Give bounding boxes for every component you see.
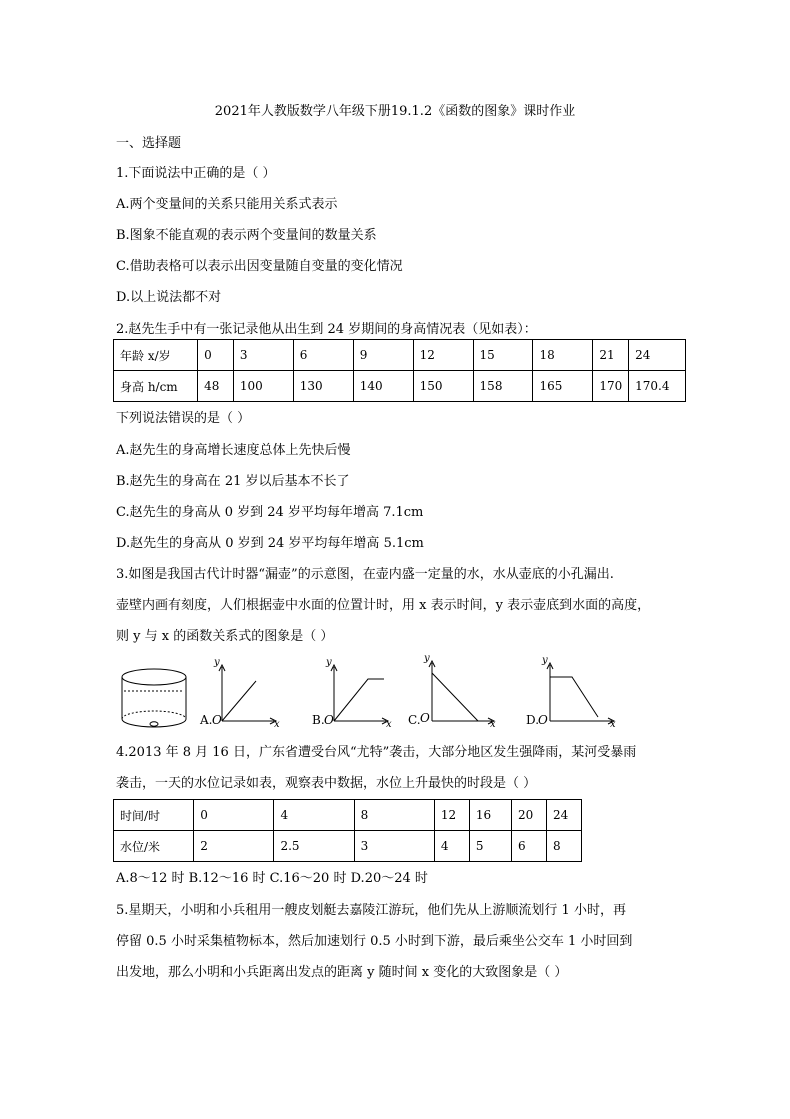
table-cell: 0 xyxy=(198,340,234,371)
question-1-option-d: D.以上说法都不对 xyxy=(116,290,222,305)
graph-c-origin: O xyxy=(420,711,430,725)
table-cell: 130 xyxy=(293,371,353,402)
graph-c-label: C. xyxy=(408,713,421,727)
table-cell: 4 xyxy=(434,831,469,862)
graph-d-label: D. xyxy=(526,713,540,727)
table-cell: 6 xyxy=(512,831,547,862)
question-3-line-2: 壶壁内画有刻度，人们根据壶中水面的位置计时，用 x 表示时间，y 表示壶底到水面的高度， xyxy=(116,598,651,613)
question-5-line-1: 5.星期天，小明和小兵租用一艘皮划艇去嘉陵江游玩，他们先从上游顺流划行 1 小时，再 xyxy=(116,903,626,918)
graph-b-x-label: x xyxy=(386,719,392,730)
question-1-option-c: C.借助表格可以表示出因变量随自变量的变化情况 xyxy=(116,259,403,274)
graph-b-origin: O xyxy=(324,713,334,727)
graph-a-y-label: y xyxy=(214,657,220,668)
graph-c-x-label: x xyxy=(490,719,496,730)
graph-d-origin: O xyxy=(538,713,548,727)
graph-option-d xyxy=(524,657,624,735)
graph-a-x-label: x xyxy=(274,719,280,730)
question-2-option-d: D.赵先生的身高从 0 岁到 24 岁平均每年增高 5.1cm xyxy=(116,536,424,551)
question-2-option-c: C.赵先生的身高从 0 岁到 24 岁平均每年增高 7.1cm xyxy=(116,505,424,520)
table-cell: 2 xyxy=(194,831,274,862)
question-4-line-1: 4.2013 年 8 月 16 日，广东省遭受台风“尤特”袭击，大部分地区发生强降雨，某河受暴雨 xyxy=(116,745,637,760)
water-clock-figure xyxy=(118,667,190,729)
table-cell: 0 xyxy=(194,800,274,831)
table-header-cell: 水位/米 xyxy=(114,831,194,862)
table-cell: 6 xyxy=(293,340,353,371)
height-table xyxy=(113,339,686,402)
graph-b-label: B. xyxy=(312,713,325,727)
page-title: 2021年人教版数学八年级下册19.1.2《函数的图象》课时作业 xyxy=(214,104,576,119)
graph-a-origin: O xyxy=(212,713,222,727)
graph-d-x-label: x xyxy=(610,719,616,730)
graph-option-c xyxy=(406,653,502,735)
question-3-line-1: 3.如图是我国古代计时器“漏壶”的示意图，在壶内盛一定量的水，水从壶底的小孔漏出. xyxy=(116,567,614,582)
graph-d-y-label: y xyxy=(542,655,548,666)
question-3-figures xyxy=(114,653,634,735)
table-cell: 4 xyxy=(274,800,354,831)
table-cell: 100 xyxy=(233,371,293,402)
graph-option-a xyxy=(198,657,284,735)
table-cell: 15 xyxy=(473,340,533,371)
table-row xyxy=(114,831,582,862)
question-4-line-2: 袭击，一天的水位记录如表，观察表中数据，水位上升最快的时段是（ ） xyxy=(116,776,537,791)
table-cell: 8 xyxy=(546,831,581,862)
table-cell: 2.5 xyxy=(274,831,354,862)
question-5-line-3: 出发地，那么小明和小兵距离出发点的距离 y 随时间 x 变化的大致图象是（ ） xyxy=(116,965,568,980)
question-3-line-3: 则 y 与 x 的函数关系式的图象是（ ） xyxy=(116,629,334,644)
table-cell: 18 xyxy=(533,340,593,371)
table-cell: 150 xyxy=(413,371,473,402)
table-header-cell: 时间/时 xyxy=(114,800,194,831)
question-4-options: A.8～12 时 B.12～16 时 C.16～20 时 D.20～24 时 xyxy=(116,871,428,886)
question-2-option-b: B.赵先生的身高在 21 岁以后基本不长了 xyxy=(116,474,350,489)
question-2-stem: 2.赵先生手中有一张记录他从出生到 24 岁期间的身高情况表（见如表）： xyxy=(116,322,537,337)
table-cell: 3 xyxy=(233,340,293,371)
table-cell: 24 xyxy=(629,340,686,371)
question-1-option-a: A.两个变量间的关系只能用关系式表示 xyxy=(116,197,338,212)
table-cell: 8 xyxy=(354,800,434,831)
table-cell: 12 xyxy=(413,340,473,371)
question-1-option-b: B.图象不能直观的表示两个变量间的数量关系 xyxy=(116,228,377,243)
table-cell: 16 xyxy=(469,800,511,831)
table-header-cell: 身高 h/cm xyxy=(114,371,198,402)
table-cell: 3 xyxy=(354,831,434,862)
table-cell: 170.4 xyxy=(629,371,686,402)
table-cell: 158 xyxy=(473,371,533,402)
section-heading: 一、选择题 xyxy=(116,136,182,151)
table-cell: 48 xyxy=(198,371,234,402)
question-5-line-2: 停留 0.5 小时采集植物标本，然后加速划行 0.5 小时到下游，最后乘坐公交车 1 小时回到 xyxy=(116,934,633,949)
graph-a-label: A. xyxy=(200,713,213,727)
table-cell: 165 xyxy=(533,371,593,402)
question-2-sub: 下列说法错误的是（ ） xyxy=(116,411,251,426)
table-cell: 20 xyxy=(512,800,547,831)
graph-b-y-label: y xyxy=(326,657,332,668)
table-cell: 12 xyxy=(434,800,469,831)
table-cell: 9 xyxy=(353,340,413,371)
question-2-option-a: A.赵先生的身高增长速度总体上先快后慢 xyxy=(116,443,351,458)
question-1-stem: 1.下面说法中正确的是（ ） xyxy=(116,166,276,181)
table-row xyxy=(114,371,686,402)
graph-c-y-label: y xyxy=(424,653,430,664)
table-cell: 5 xyxy=(469,831,511,862)
table-header-cell: 年龄 x/岁 xyxy=(114,340,198,371)
table-row xyxy=(114,800,582,831)
table-cell: 140 xyxy=(353,371,413,402)
table-cell: 24 xyxy=(546,800,581,831)
table-cell: 21 xyxy=(593,340,629,371)
table-row xyxy=(114,340,686,371)
table-cell: 170 xyxy=(593,371,629,402)
graph-option-b xyxy=(310,657,396,735)
water-level-table xyxy=(113,799,582,862)
